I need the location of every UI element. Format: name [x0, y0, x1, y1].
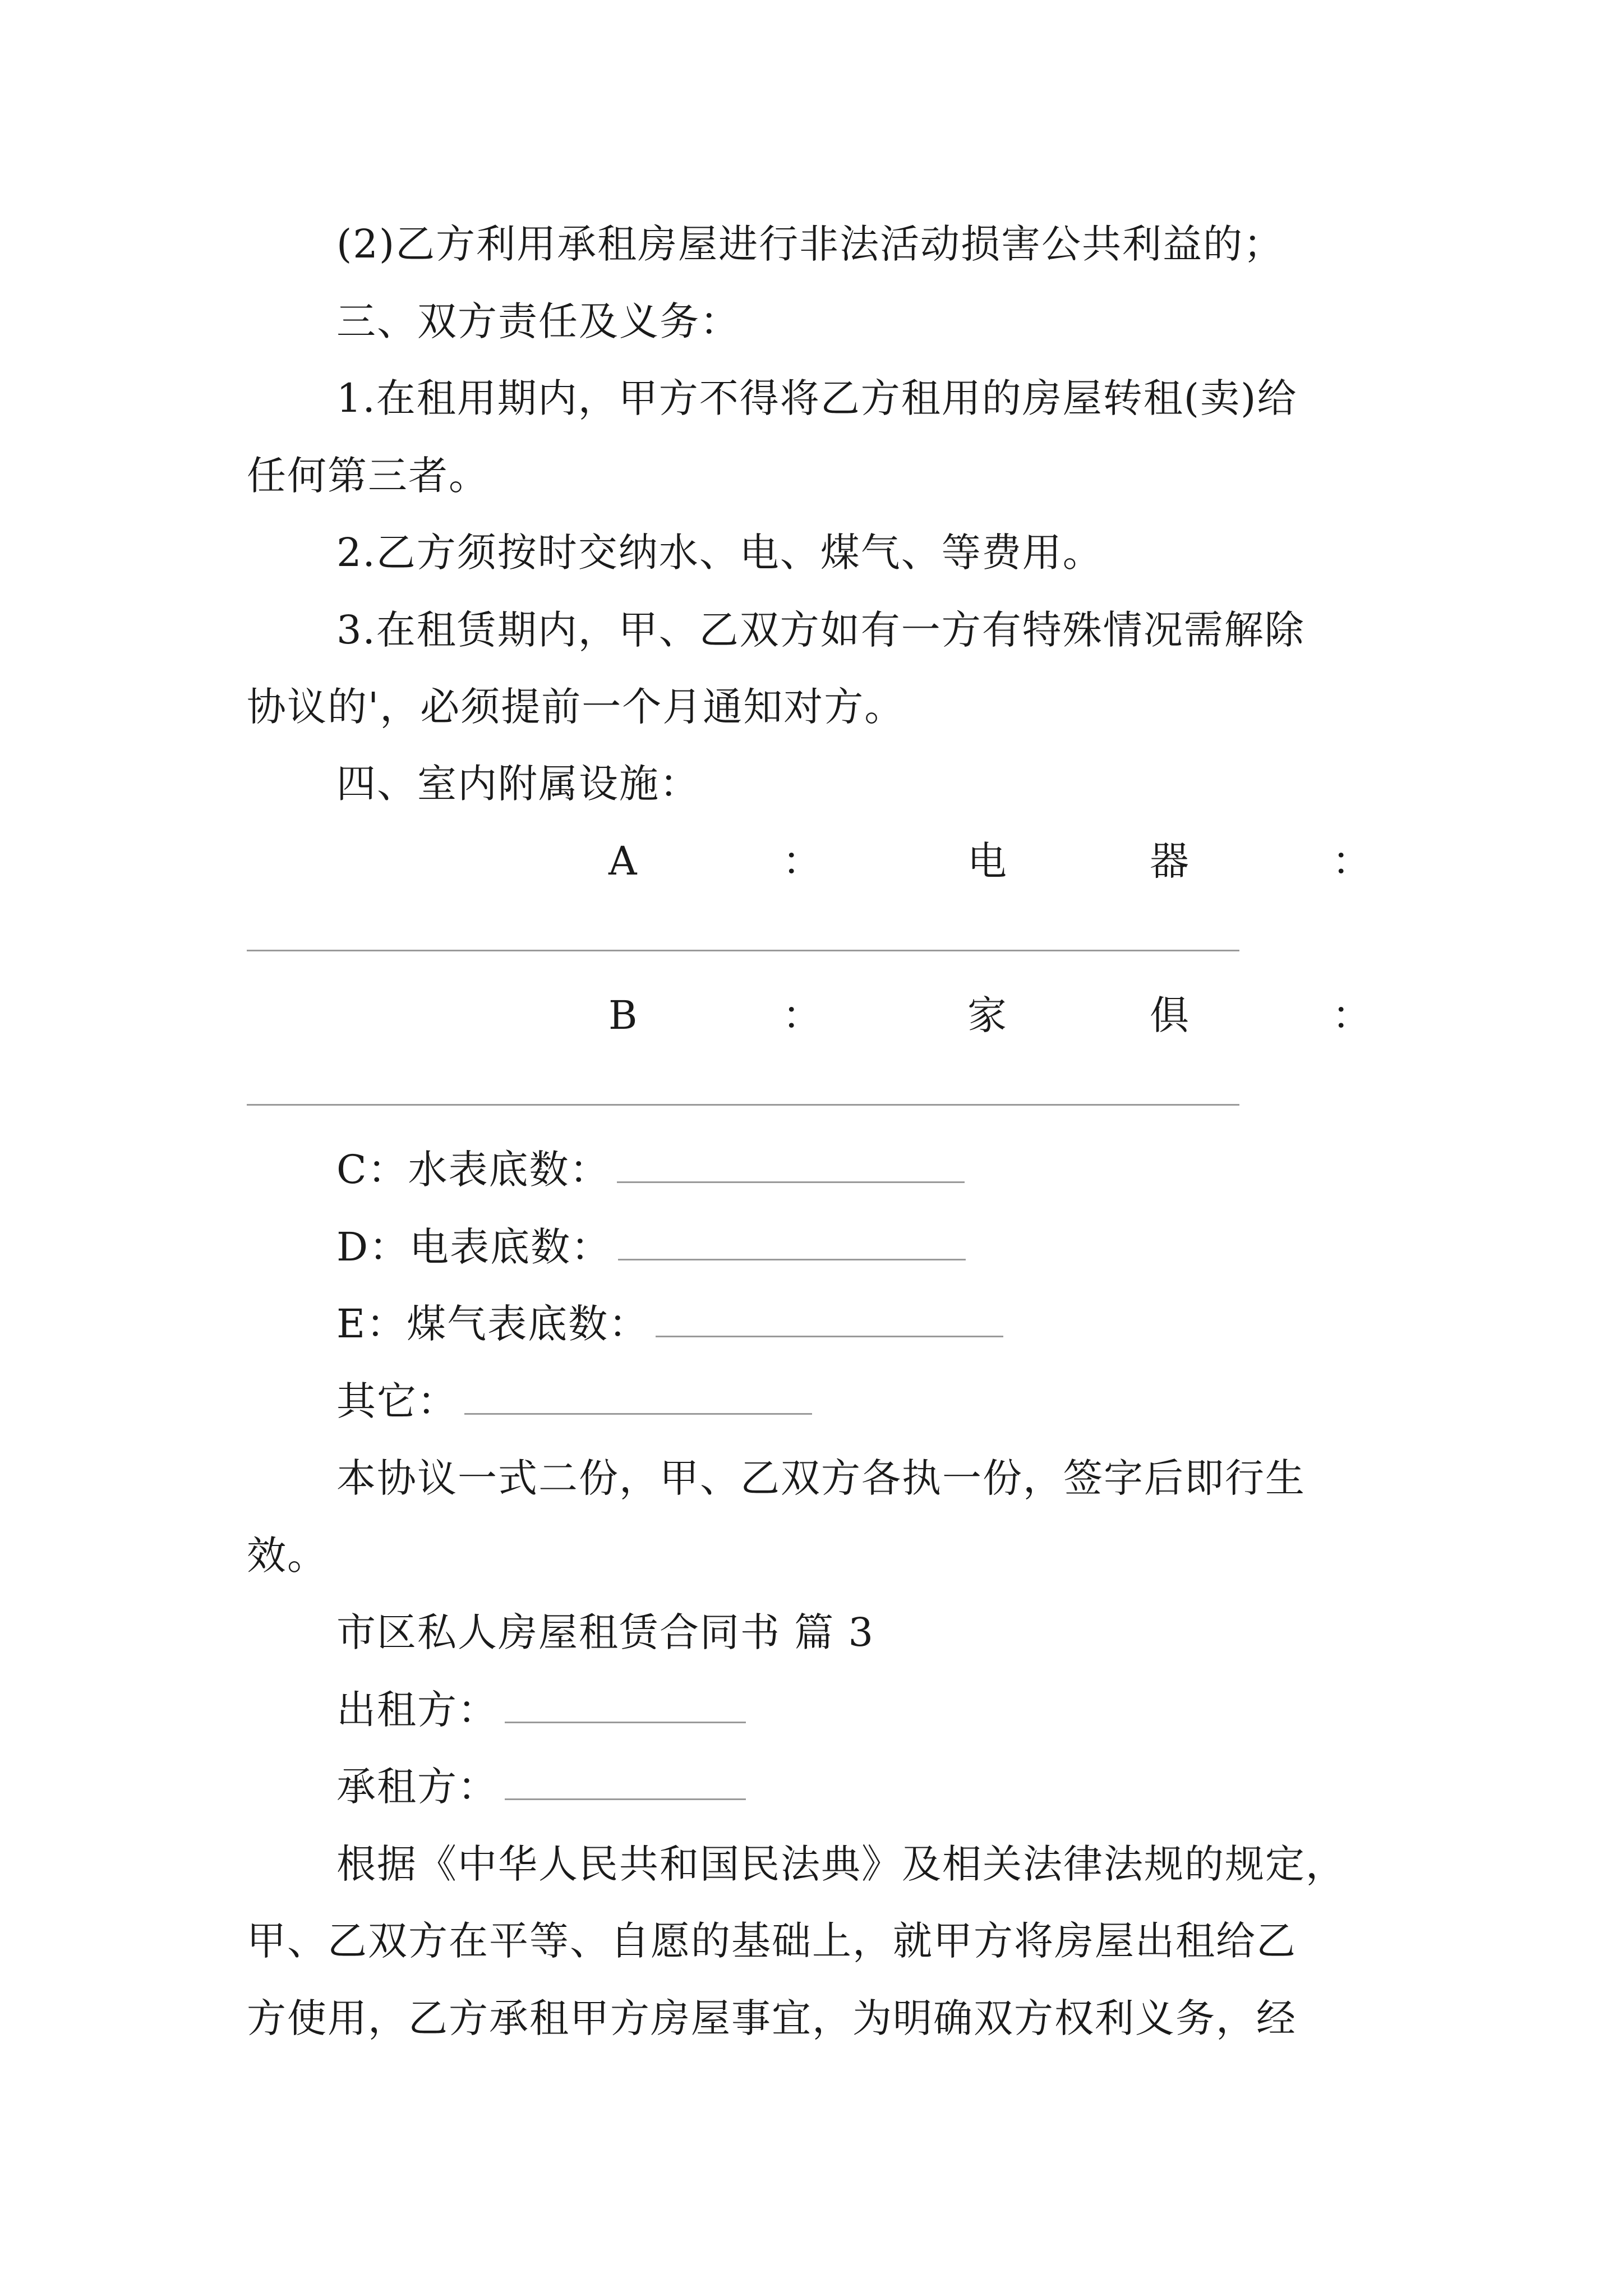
section-4-heading: 四、室内附属设施： [336, 761, 700, 807]
preamble-line-2: 甲、乙双方在平等、自愿的基础上，就甲方将房屋出租给乙 [247, 1918, 1297, 1964]
preamble-line-1: 根据《中华人民共和国民法典》及相关法律法规的规定， [336, 1841, 1346, 1887]
fill-line-a [247, 950, 1239, 951]
copies-clause-line-2: 效。 [247, 1533, 328, 1579]
other-blank [464, 1379, 812, 1415]
row-a-letter: A [608, 838, 637, 884]
row-a-colon-end: ： [1332, 838, 1371, 884]
gas-meter-blank [656, 1302, 1003, 1337]
electric-meter-blank [618, 1225, 966, 1260]
electric-meter-line [336, 1222, 1391, 1272]
lessee-line [336, 1761, 1391, 1812]
lessor-label: 出租方： [336, 1687, 498, 1733]
copies-clause-line-1: 本协议一式二份，甲、乙双方各执一份，签字后即行生 [336, 1455, 1306, 1501]
lessee-blank [505, 1765, 746, 1800]
lessee-label: 承租方： [336, 1764, 498, 1810]
duty-3-line-2: 协议的'，必须提前一个月通知对方。 [247, 684, 905, 730]
fill-line-b [247, 1104, 1239, 1106]
lessor-blank [505, 1688, 746, 1723]
duty-1-line-2: 任何第三者。 [247, 453, 489, 499]
other-label: 其它： [336, 1378, 458, 1424]
section-3-heading: 三、双方责任及义务： [336, 298, 740, 344]
clause-2-illegal-activity: (2)乙方利用承租房屋进行非法活动损害公共利益的； [336, 221, 1284, 267]
row-b-char-1: 家 [967, 992, 1007, 1038]
electric-meter-label: D：电表底数： [336, 1224, 612, 1270]
duty-3-line-1: 3.在租赁期内，甲、乙双方如有一方有特殊情况需解除 [336, 607, 1305, 653]
row-b-colon: ： [782, 992, 822, 1038]
preamble-line-3: 方使用，乙方承租甲方房屋事宜，为明确双方权利义务，经 [247, 1995, 1297, 2041]
water-meter-line [336, 1144, 1391, 1195]
row-a-char-2: 器 [1150, 838, 1189, 884]
row-b-letter: B [608, 992, 638, 1038]
gas-meter-line [336, 1299, 1391, 1349]
row-a-char-1: 电 [967, 838, 1007, 884]
facility-row-a [247, 836, 1391, 886]
lessor-line [336, 1685, 1391, 1735]
facility-row-b [247, 990, 1391, 1041]
duty-2: 2.乙方须按时交纳水、电、煤气、等费用。 [336, 530, 1103, 576]
duty-1-line-1: 1.在租用期内，甲方不得将乙方租用的房屋转租(卖)给 [336, 375, 1298, 421]
water-meter-blank [617, 1148, 965, 1183]
other-line [336, 1376, 1391, 1427]
gas-meter-label: E：煤气表底数： [336, 1301, 649, 1347]
water-meter-label: C：水表底数： [336, 1147, 610, 1193]
row-b-colon-end: ： [1332, 992, 1371, 1038]
row-b-char-2: 俱 [1150, 992, 1189, 1038]
row-a-colon: ： [782, 838, 822, 884]
contract-title-3: 市区私人房屋租赁合同书 篇 3 [336, 1609, 875, 1655]
